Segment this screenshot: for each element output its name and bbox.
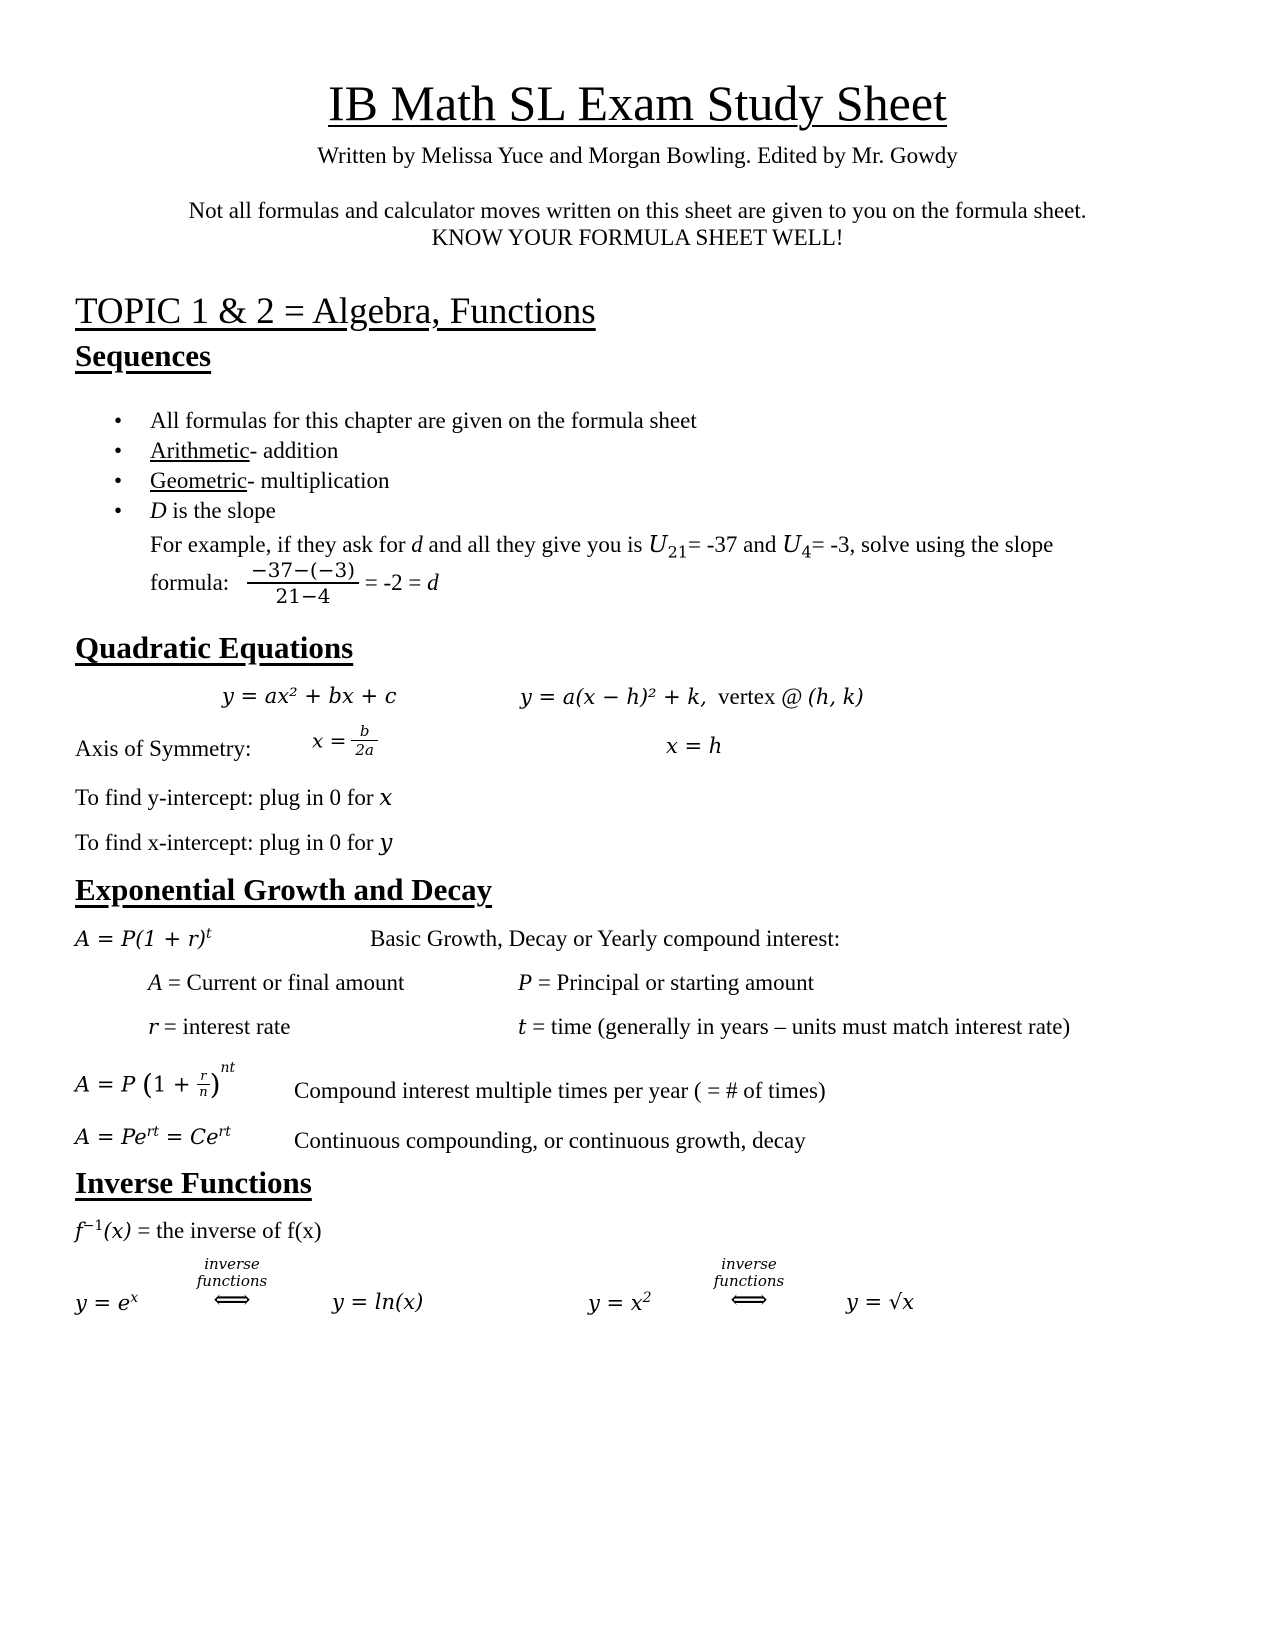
sequences-heading: Sequences [75,338,212,373]
definition-text: = interest rate [158,1014,291,1039]
exponent: 2 [642,1290,652,1306]
formula: y = e [75,1291,131,1315]
sequences-bullet-list [110,406,697,526]
inverse-arrow-1 [186,1255,278,1315]
bullet-geometric [110,466,697,496]
var-r: r [148,1015,159,1039]
continuous-description: Continuous compounding, or continuous growth, decay [294,1128,806,1153]
pair2-left [588,1290,652,1315]
vertex-form-equation: y = a(x − h)² + k, [520,685,707,709]
axis-lhs: x = [312,728,347,753]
bullet-text: All formulas for this chapter are given on the formula sheet [150,408,697,433]
rule-text: To find y-intercept: plug in 0 for [75,785,380,810]
example-text: = -3, solve using the slope [811,532,1054,557]
def-r [148,1014,290,1040]
formula: A = P [75,1072,136,1097]
var-x: (x) [103,1219,132,1243]
example-text: and all they give you is [422,532,649,557]
var-t: t [518,1015,527,1039]
compound-formula [75,1060,236,1101]
axis-fraction [351,722,378,759]
note-line-1: Not all formulas and calculator moves written on this sheet are given to you on the formula sheet. [188,198,1087,223]
def-t [518,1014,1070,1040]
formula-result: = -2 = [364,570,428,595]
definition-text: = Current or final amount [162,970,405,995]
double-arrow-icon: ⟺ [213,1285,251,1315]
example-text: = -37 and [687,532,783,557]
exponential-heading: Exponential Growth and Decay [75,872,493,907]
definition-text: = Principal or starting amount [532,970,814,995]
paren: ) [209,1068,221,1101]
arrow-label: functions [196,1272,268,1290]
bullet-formulas [110,406,697,436]
var-d: d [427,570,439,595]
var-d: D [150,498,167,523]
exponent: x [130,1290,139,1306]
growth-description: Basic Growth, Decay or Yearly compound interest: [370,926,841,951]
topic-heading: TOPIC 1 & 2 = Algebra, Functions [75,291,596,332]
pair1-left [75,1290,138,1315]
bullet-slope [110,496,697,526]
var-y: y [379,830,393,856]
x-intercept-rule [75,830,392,856]
geometric-term: Geometric [150,468,248,493]
inverse-arrow-2 [703,1255,795,1315]
bullet-text: is the slope [166,498,276,523]
example-text: For example, if they ask for [150,532,412,557]
exponent: rt [218,1124,231,1140]
def-p [518,970,814,996]
paren: ( [141,1068,153,1101]
axis-vertex-form: x = h [666,734,723,758]
pair1-right: y = ln(x) [332,1290,424,1314]
axis-formula [312,722,378,759]
exponent: nt [220,1060,236,1076]
inverse-definition [75,1218,322,1244]
y-intercept-rule [75,785,392,811]
arrow-label: inverse [721,1255,777,1273]
fraction-numerator: b [351,722,378,741]
bullet-arithmetic [110,436,697,466]
subscript: 4 [801,542,812,562]
def-a [148,970,404,996]
formula: = Ce [159,1125,219,1149]
inverse-heading: Inverse Functions [75,1165,312,1200]
axis-label: Axis of Symmetry: [75,736,252,761]
continuous-formula [75,1124,231,1149]
authors-line: Written by Melissa Yuce and Morgan Bowling. Edited by Mr. Gowdy [317,143,958,168]
definition-text: = the inverse of f(x) [131,1218,322,1243]
definition-text: = time (generally in years – units must match interest rate) [526,1014,1071,1039]
pair2-right: y = √x [846,1290,915,1314]
fraction-denominator: 21−4 [275,584,331,608]
formula-label: formula: [150,570,230,595]
rule-text: To find x-intercept: plug in 0 for [75,830,380,855]
fraction-denominator: n [199,1085,208,1100]
formula: A = P(1 + r) [75,927,206,951]
vertex-point: (h, k) [807,685,864,709]
formula: 1 + [152,1072,198,1097]
bullet-text: - addition [249,438,339,463]
arithmetic-term: Arithmetic [150,438,250,463]
exponent: rt [146,1124,160,1140]
fraction-numerator: r [197,1069,209,1085]
standard-form: y = ax² + bx + c [222,684,397,708]
var-p: P [518,970,533,995]
vertex-form [520,684,864,710]
formula: A = Pe [75,1125,147,1149]
formula: y = x [588,1291,643,1315]
quadratic-heading: Quadratic Equations [75,630,354,665]
var-u: U [648,532,668,558]
note-line-2: KNOW YOUR FORMULA SHEET WELL! [431,225,844,250]
double-arrow-icon: ⟺ [730,1285,768,1315]
var-x: x [379,785,393,811]
rate-fraction [197,1069,209,1100]
growth-formula [75,926,212,951]
vertex-label: vertex @ [718,684,803,709]
exponent: −1 [82,1218,104,1234]
subscript: 21 [667,542,688,562]
slope-fraction [247,558,359,608]
var-d: d [411,532,423,557]
var-f: f [75,1219,83,1243]
arrow-label: inverse [204,1255,260,1273]
bullet-text: - multiplication [247,468,390,493]
arrow-label: functions [713,1272,785,1290]
slope-formula [150,558,439,608]
fraction-numerator: −37−(−3) [247,558,359,584]
page-title: IB Math SL Exam Study Sheet [328,75,947,131]
var-u: U [782,532,802,558]
fraction-denominator: 2a [355,741,374,759]
var-a: A [148,970,163,995]
exponent: t [205,926,212,942]
compound-description: Compound interest multiple times per year ( = # of times) [294,1078,826,1103]
